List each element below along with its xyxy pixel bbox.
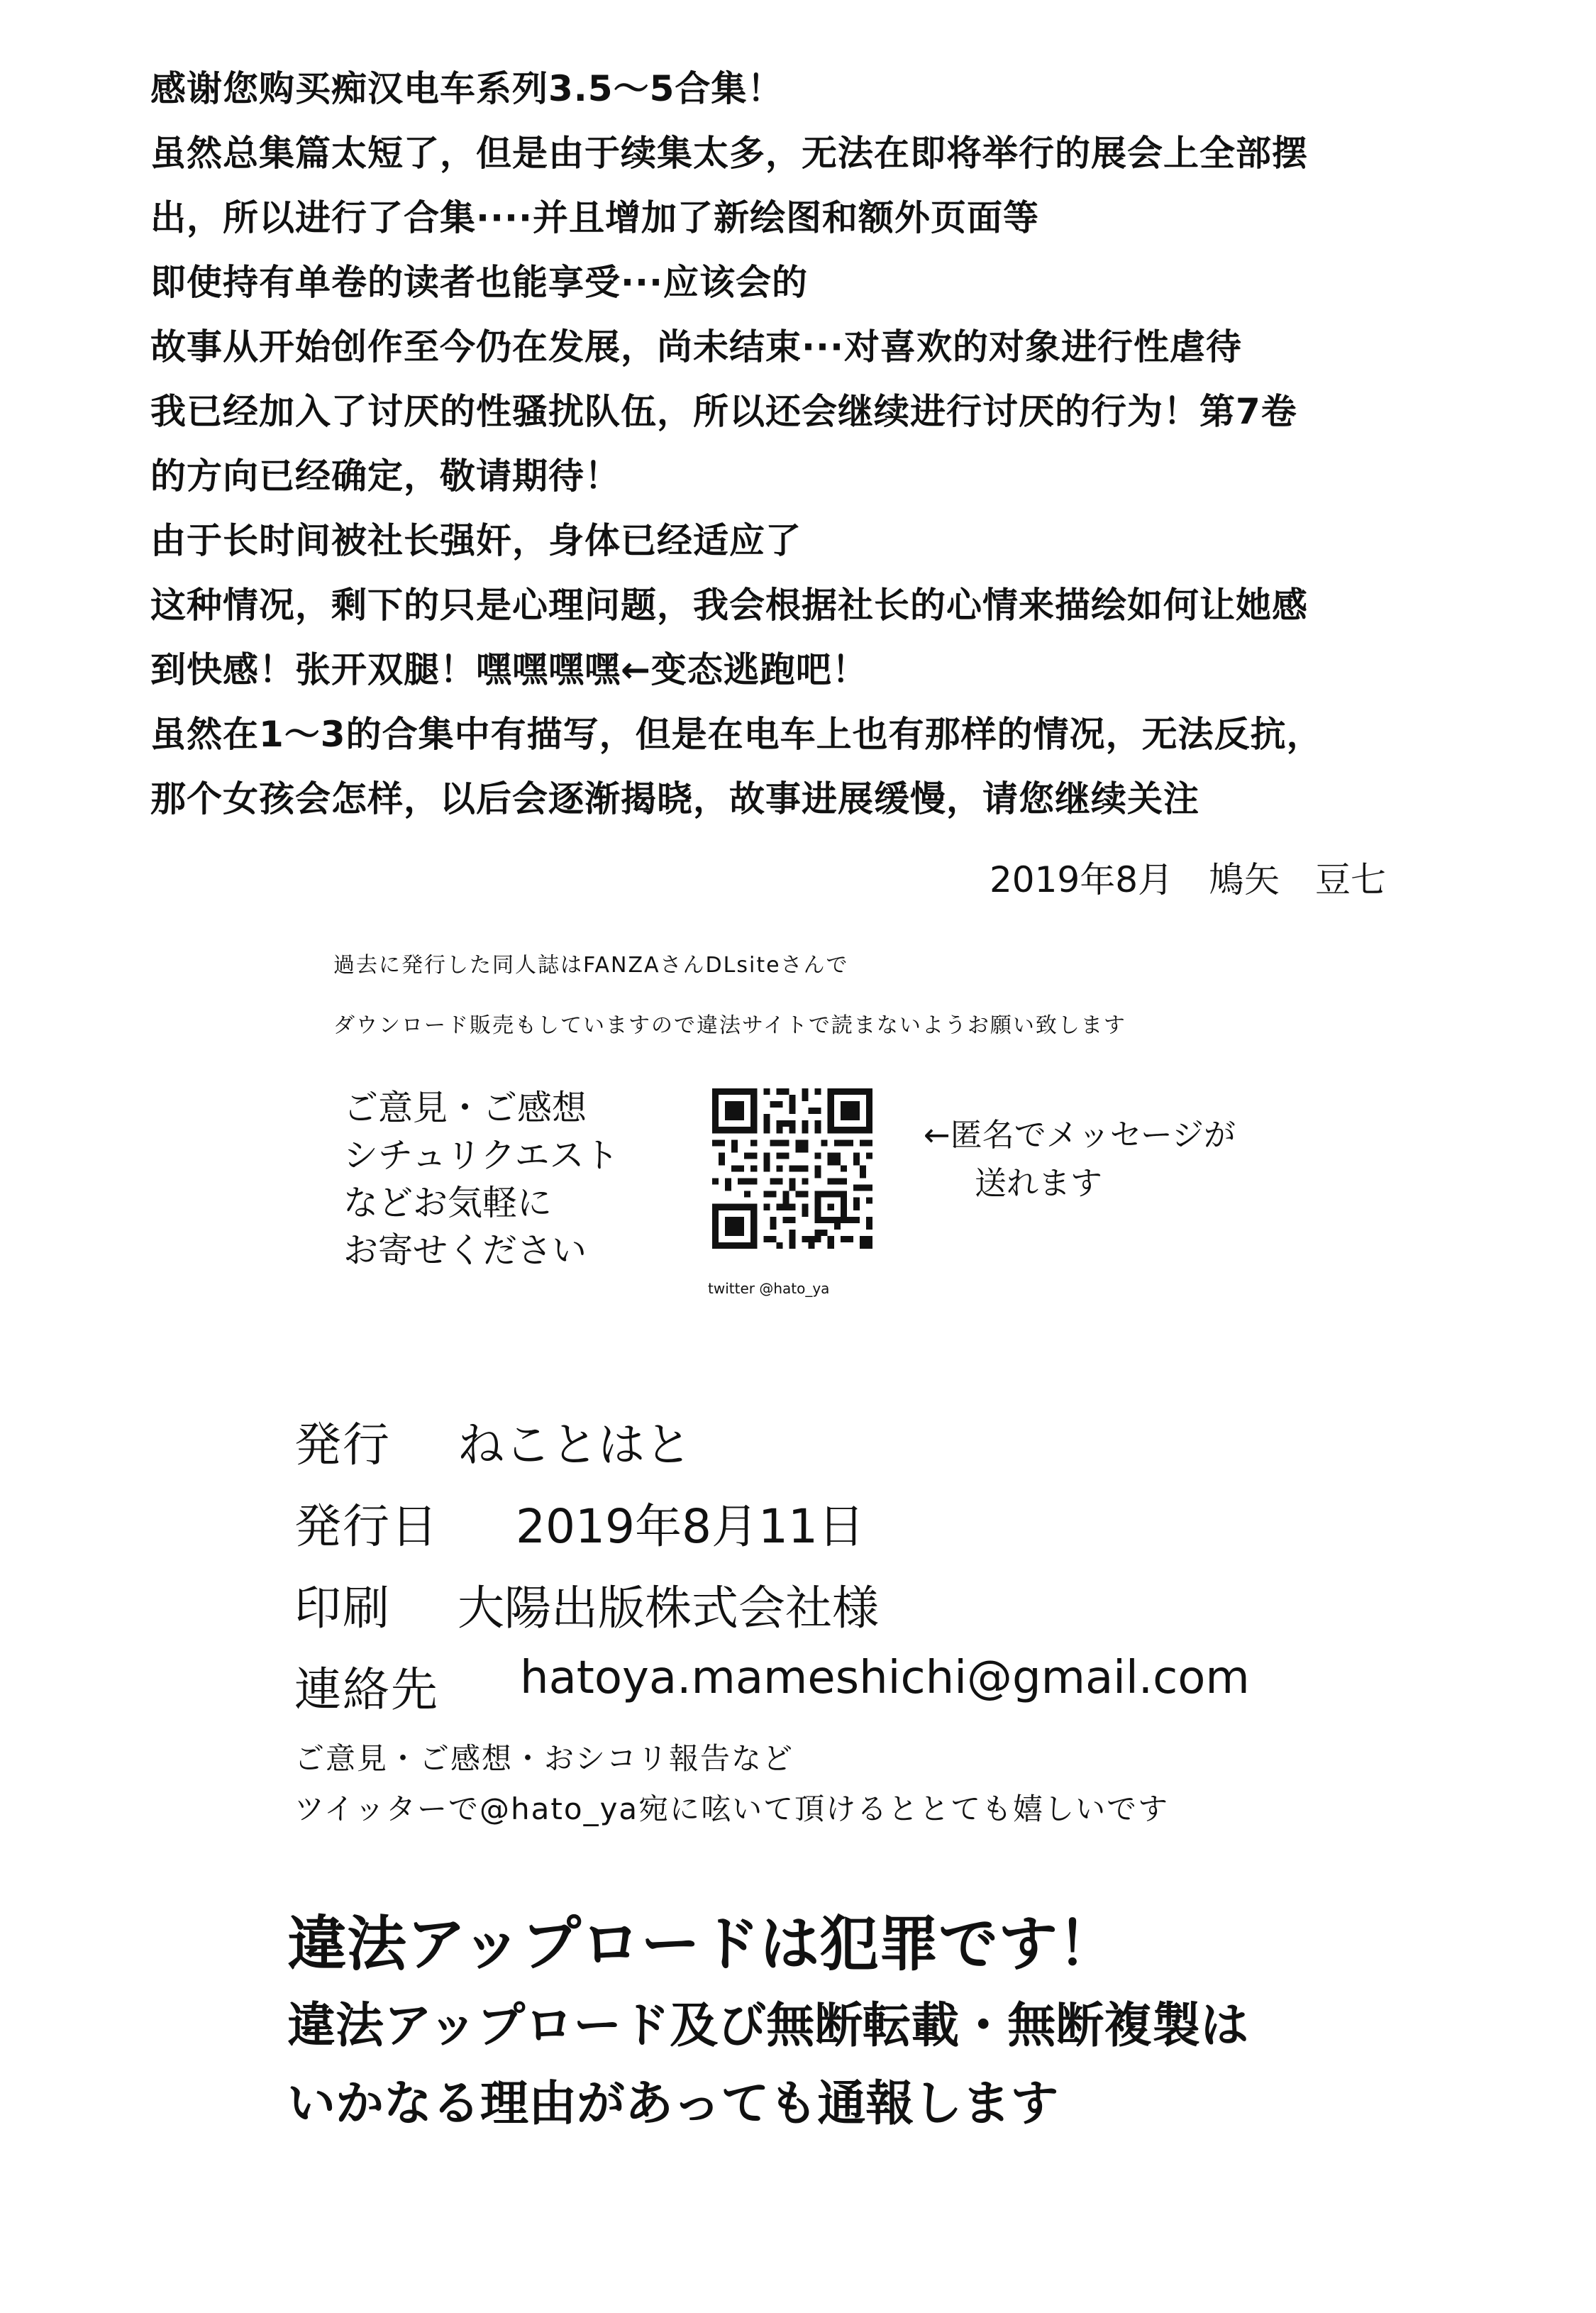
afterword-line: 感谢您购买痴汉电车系列3.5～5合集！: [150, 68, 784, 109]
feedback-request: [343, 1084, 619, 1274]
printer-value: 大陽出版株式会社様: [458, 1581, 879, 1635]
distribution-notice: [333, 935, 1126, 1056]
colophon: [294, 1407, 1250, 1834]
afterword-line: 由于长时间被社长强奸，身体已经适应了: [150, 520, 802, 561]
printer-label: 印刷: [294, 1581, 391, 1635]
contact-row: [294, 1652, 1250, 1733]
qr-caption: twitter @hato_ya: [708, 1280, 830, 1297]
date-value: 2019年8月11日: [516, 1499, 865, 1554]
signature: 2019年8月 鳩矢 豆七: [990, 859, 1387, 900]
anon-line-2: 送れます: [975, 1164, 1103, 1202]
publisher-row: [294, 1407, 1169, 1489]
feedback-line: シチュリクエスト: [343, 1135, 619, 1176]
date-row: [294, 1489, 1169, 1570]
afterword-line: 这种情况，剩下的只是心理问题，我会根据社长的心情来描绘如何让她感: [150, 585, 1308, 626]
illegal-upload-warning: [287, 1901, 1248, 2143]
contact-email[interactable]: hatoya.mameshichi@gmail.com: [520, 1652, 1250, 1704]
afterword-line: 即使持有单卷的读者也能享受···应该会的: [150, 262, 808, 303]
warning-line-1: 違法アップロード及び無断転載・無断複製は: [287, 1997, 1249, 2054]
feedback-line: などお気軽に: [343, 1183, 553, 1223]
afterword-line: 故事从开始创作至今仍在发展，尚未结束···对喜欢的对象进行性虐待: [150, 326, 1242, 368]
colophon-note-2: ツイッターで@hato_ya宛に呟いて頂けるととても嬉しいです: [294, 1792, 1170, 1826]
feedback-line: お寄せください: [343, 1230, 587, 1271]
date-label: 発行日: [294, 1499, 439, 1554]
warning-title: 違法アップロードは犯罪です！: [287, 1909, 1118, 1979]
feedback-line: ご意見・ご感想: [343, 1088, 587, 1128]
anon-line-1: ←匿名でメッセージが: [924, 1116, 1236, 1154]
afterword-line: 虽然在1～3的合集中有描写，但是在电车上也有那样的情况，无法反抗，: [150, 714, 1323, 755]
afterword-line: 虽然总集篇太短了，但是由于续集太多，无法在即将举行的展会上全部摆: [150, 133, 1308, 174]
afterword-line: 到快感！张开双腿！嘿嘿嘿嘿←变态逃跑吧！: [150, 649, 868, 690]
afterword-line: 出，所以进行了合集····并且增加了新绘图和额外页面等: [150, 197, 1039, 238]
afterword-line: 我已经加入了讨厌的性骚扰队伍，所以还会继续进行讨厌的行为！第7卷: [150, 391, 1297, 432]
publisher-value: ねことはと: [458, 1418, 692, 1472]
afterword-line: 那个女孩会怎样，以后会逐渐揭晓，故事进展缓慢，请您继续关注: [150, 778, 1199, 819]
notice-line-1: 過去に発行した同人誌はFANZAさんDLsiteさんで: [333, 953, 849, 978]
notice-line-2: ダウンロード販売もしていますので違法サイトで読まないようお願い致します: [333, 1013, 1126, 1038]
publisher-label: 発行: [294, 1418, 391, 1472]
warning-line-2: いかなる理由があっても通報します: [287, 2075, 1059, 2132]
anonymous-message-note: [924, 1111, 1236, 1208]
printer-row: [294, 1570, 1169, 1652]
contact-label: 連絡先: [294, 1662, 439, 1717]
colophon-note-1: ご意見・ご感想・おシコリ報告など: [294, 1741, 794, 1776]
qr-code-icon[interactable]: [712, 1088, 872, 1249]
afterword-line: 的方向已经确定，敬请期待！: [150, 456, 621, 497]
afterword: [150, 57, 1498, 832]
